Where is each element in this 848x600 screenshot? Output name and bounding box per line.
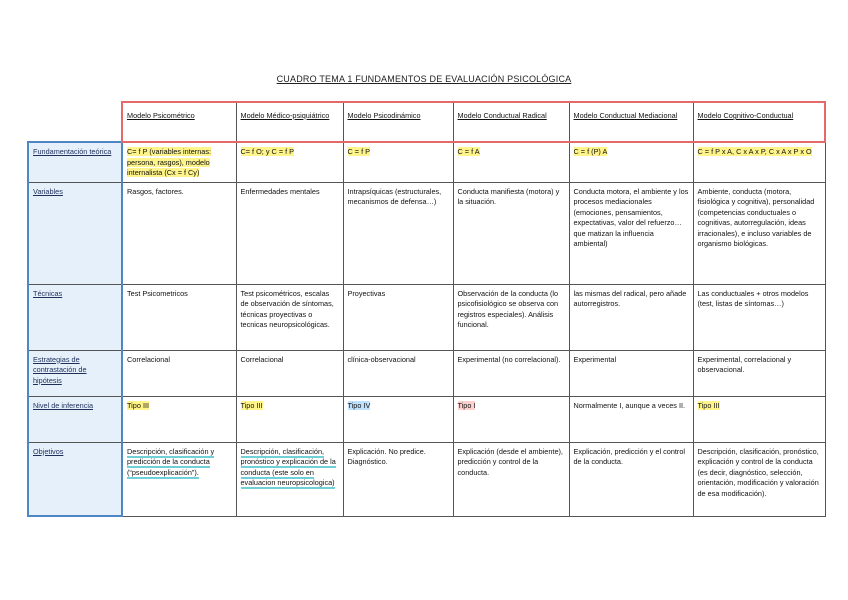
evaluation-models-table — [27, 101, 826, 517]
table-row-objetivos — [28, 442, 825, 516]
table-row-tecnicas — [28, 284, 825, 350]
header-row — [28, 102, 825, 142]
table-cell — [453, 396, 569, 442]
table-cell — [693, 396, 825, 442]
column-header-cognitivo-conductual: Modelo Cognitivo-Conductual — [693, 102, 825, 142]
column-header-medico-psiquiatrico: Modelo Médico-psiquiátrico — [236, 102, 343, 142]
column-header-psicodinamico: Modelo Psicodinámico — [343, 102, 453, 142]
column-header-conductual-radical: Modelo Conductual Radical — [453, 102, 569, 142]
table-cell: Descripción, clasificación, pronóstico, explicación y control de la conducta (es decir, diagnóstico, selección, orientación, modificación y valoración de esa modificación). — [693, 442, 825, 516]
table-cell: Test psicométricos, escalas de observación de síntomas, técnicas proyectivas o tecnicas neuropsicológicas. — [236, 284, 343, 350]
table-cell: Correlacional — [122, 350, 236, 396]
table-cell: Proyectivas — [343, 284, 453, 350]
cell-text: Normalmente I, aunque a veces II. — [573, 400, 686, 410]
cell-text: Descripción, clasificación, pronóstico y explicación de la conducta (este solo en evaluacion neuropsicologica) — [240, 446, 336, 488]
row-header-tecnicas: Técnicas — [28, 284, 122, 350]
table-cell — [453, 142, 569, 182]
table-row-fundamentacion — [28, 142, 825, 182]
cell-text: Descripción, clasificación y predicción de la conducta (“pseudoexplicación”). — [127, 446, 215, 477]
row-header-estrategias: Estrategias de contrastación de hipótesis — [28, 350, 122, 396]
table-cell — [693, 142, 825, 182]
table-cell — [343, 142, 453, 182]
table-row-nivel-inferencia — [28, 396, 825, 442]
cell-text: Tipo IV — [347, 400, 371, 410]
table-cell: Explicación (desde el ambiente), predicción y control de la conducta. — [453, 442, 569, 516]
row-header-fundamentacion: Fundamentación teórica — [28, 142, 122, 182]
table-cell: Intrapsíquicas (estructurales, mecanismos de defensa…) — [343, 182, 453, 284]
cell-text: C= f P (variables internas: persona, rasgos), modelo internalista (Cx = f Cy) — [127, 147, 212, 178]
table-cell — [569, 396, 693, 442]
table-cell: Las conductuales + otros modelos (test, listas de síntomas…) — [693, 284, 825, 350]
table-cell: Rasgos, factores. — [122, 182, 236, 284]
table-cell: clínica-observacional — [343, 350, 453, 396]
table-row-variables — [28, 182, 825, 284]
table-cell: Conducta manifiesta (motora) y la situación. — [453, 182, 569, 284]
table-cell — [122, 442, 236, 516]
column-header-conductual-mediacional: Modelo Conductual Mediacional — [569, 102, 693, 142]
table-cell — [236, 396, 343, 442]
cell-text: Tipo III — [127, 400, 150, 410]
table-cell — [236, 442, 343, 516]
table-row-estrategias — [28, 350, 825, 396]
cell-text: C = f P x A, C x A x P, C x A x P x O — [697, 147, 812, 156]
table-cell: Correlacional — [236, 350, 343, 396]
table-cell: Test Psicometricos — [122, 284, 236, 350]
table-cell: las mismas del radical, pero añade autorregistros. — [569, 284, 693, 350]
table-cell: Enfermedades mentales — [236, 182, 343, 284]
cell-text: C = f (P) A — [573, 147, 608, 156]
page-title: CUADRO TEMA 1 FUNDAMENTOS DE EVALUACIÓN PSICOLÓGICA — [276, 74, 572, 84]
row-header-variables: Variables — [28, 182, 122, 284]
table-cell: Experimental, correlacional y observacional. — [693, 350, 825, 396]
table-cell: Experimental (no correlacional). — [453, 350, 569, 396]
cell-text: C = f P — [347, 147, 371, 156]
cell-text: C = f A — [457, 147, 480, 156]
cell-text: Tipo I — [457, 400, 476, 410]
table-cell: Explicación. No predice. Diagnóstico. — [343, 442, 453, 516]
cell-text: C= f O; y C = f P — [240, 147, 295, 156]
corner-cell — [28, 102, 122, 142]
cell-text: Tipo III — [240, 400, 263, 410]
row-header-objetivos: Objetivos — [28, 442, 122, 516]
table-cell — [122, 396, 236, 442]
table-cell: Explicación, predicción y el control de la conducta. — [569, 442, 693, 516]
table-cell — [122, 142, 236, 182]
table-cell — [236, 142, 343, 182]
column-header-psicometrico: Modelo Psicométrico — [122, 102, 236, 142]
row-header-nivel-inferencia: Nivel de inferencia — [28, 396, 122, 442]
table-cell: Observación de la conducta (lo psicofisiológico se observa con registros especiales). Análisis funcional. — [453, 284, 569, 350]
table-cell — [343, 396, 453, 442]
table-cell: Conducta motora, el ambiente y los procesos mediacionales (emociones, pensamientos, expectativas, valor del refuerzo… que matizan la influencia ambiental) — [569, 182, 693, 284]
table-cell: Experimental — [569, 350, 693, 396]
cell-text: Tipo III — [697, 400, 720, 410]
table-cell: Ambiente, conducta (motora, fisiológica y cognitiva), personalidad (competencias conductuales o cognitivas, autorregulación, ideas irracionales), e incluso variables de organismo biológicas. — [693, 182, 825, 284]
table-cell — [569, 142, 693, 182]
